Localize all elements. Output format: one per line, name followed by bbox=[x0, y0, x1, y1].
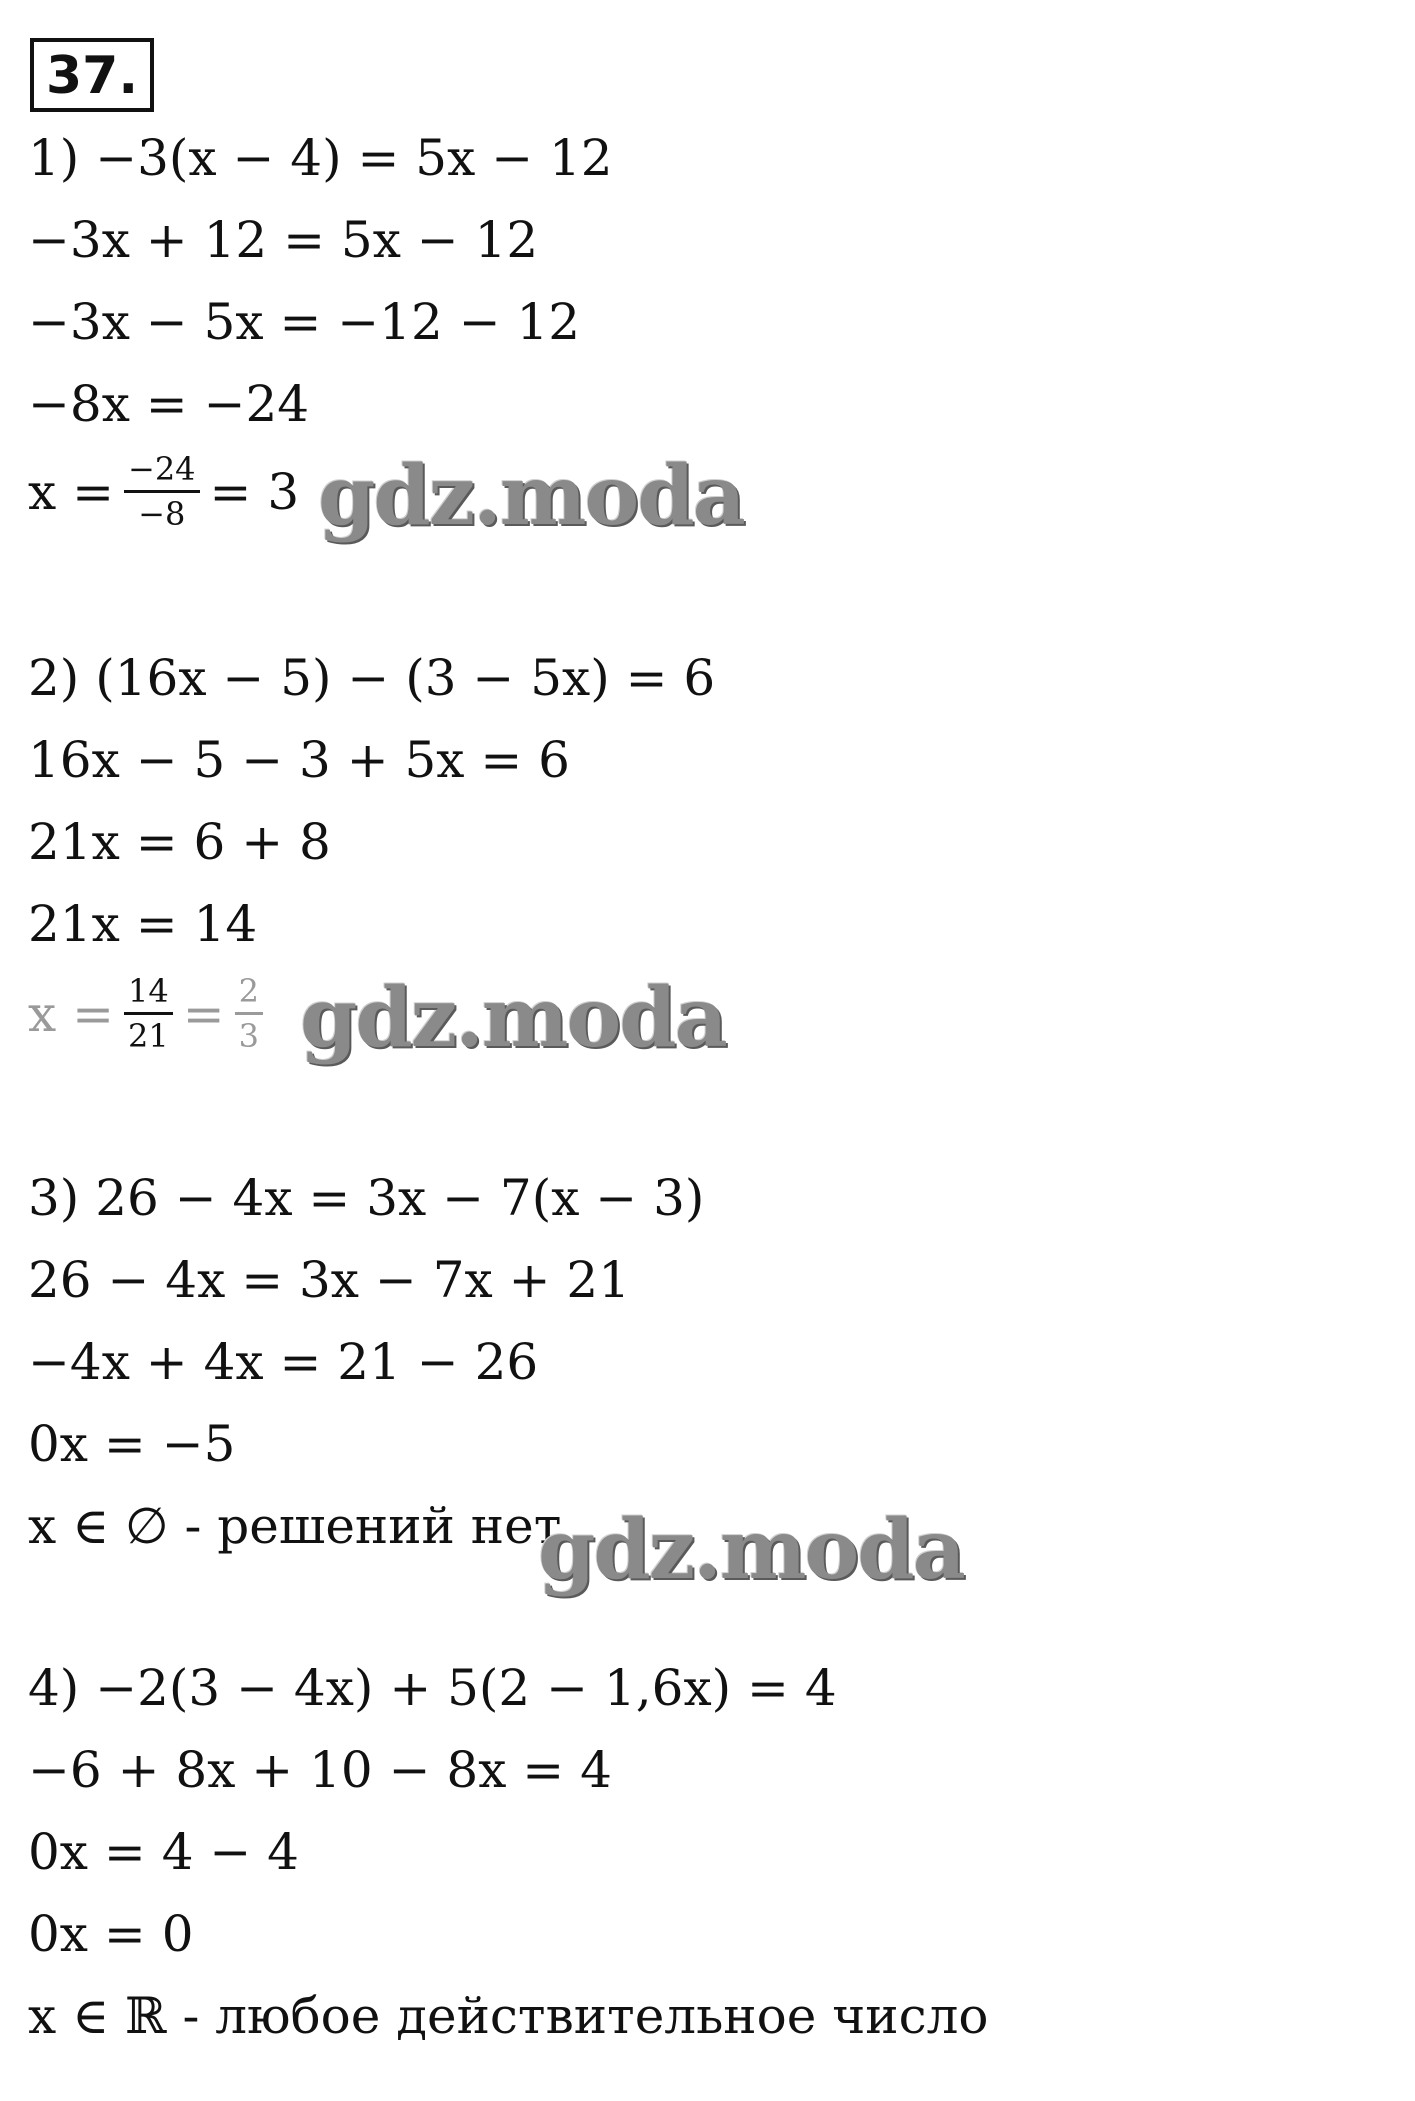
part4-line-4: 0x = 0 bbox=[28, 1905, 194, 1963]
part4-line-3: 0x = 4 − 4 bbox=[28, 1823, 299, 1881]
part3-line-4: 0x = −5 bbox=[28, 1415, 236, 1473]
part2-line-4: 21x = 14 bbox=[28, 895, 258, 953]
part2-line-1: 2) (16x − 5) − (3 − 5x) = 6 bbox=[28, 649, 716, 707]
part3-line-3: −4x + 4x = 21 − 26 bbox=[28, 1333, 539, 1391]
fraction-denominator: 3 bbox=[238, 1017, 259, 1055]
fraction-numerator: 14 bbox=[124, 972, 173, 1015]
part2-line-3: 21x = 6 + 8 bbox=[28, 813, 331, 871]
part4-line-1: 4) −2(3 − 4x) + 5(2 − 1,6x) = 4 bbox=[28, 1659, 837, 1717]
fraction-numerator: 2 bbox=[235, 972, 263, 1015]
part4-line-5: x ∈ ℝ - любое действительное число bbox=[28, 1987, 989, 2045]
part3-line-5: x ∈ ∅ - решений нет bbox=[28, 1497, 562, 1555]
problem-number: 37. bbox=[30, 38, 154, 112]
part1-answer-lhs: x = bbox=[28, 462, 114, 521]
part1-line-4: −8x = −24 bbox=[28, 375, 310, 433]
part2-answer-fraction-2 bbox=[235, 972, 263, 1055]
part1-line-1: 1) −3(x − 4) = 5x − 12 bbox=[28, 129, 613, 187]
part1-answer-rhs: = 3 bbox=[209, 462, 300, 521]
part2-line-2: 16x − 5 − 3 + 5x = 6 bbox=[28, 731, 570, 789]
part2-answer-lhs: x = bbox=[28, 984, 114, 1043]
part1-answer-fraction bbox=[124, 450, 200, 533]
part1-answer bbox=[28, 450, 299, 533]
watermark: gdz.moda bbox=[538, 1502, 964, 1598]
watermark: gdz.moda bbox=[300, 970, 726, 1066]
part3-line-1: 3) 26 − 4x = 3x − 7(x − 3) bbox=[28, 1169, 705, 1227]
part1-line-2: −3x + 12 = 5x − 12 bbox=[28, 211, 539, 269]
fraction-numerator: −24 bbox=[124, 450, 200, 493]
fraction-denominator: 21 bbox=[128, 1017, 169, 1055]
watermark: gdz.moda bbox=[318, 448, 744, 544]
part2-answer-fraction bbox=[124, 972, 173, 1055]
part1-line-3: −3x − 5x = −12 − 12 bbox=[28, 293, 581, 351]
part2-answer bbox=[28, 972, 273, 1055]
part4-line-2: −6 + 8x + 10 − 8x = 4 bbox=[28, 1741, 612, 1799]
part2-answer-eq: = bbox=[182, 984, 225, 1043]
fraction-denominator: −8 bbox=[138, 495, 186, 533]
part3-line-2: 26 − 4x = 3x − 7x + 21 bbox=[28, 1251, 631, 1309]
